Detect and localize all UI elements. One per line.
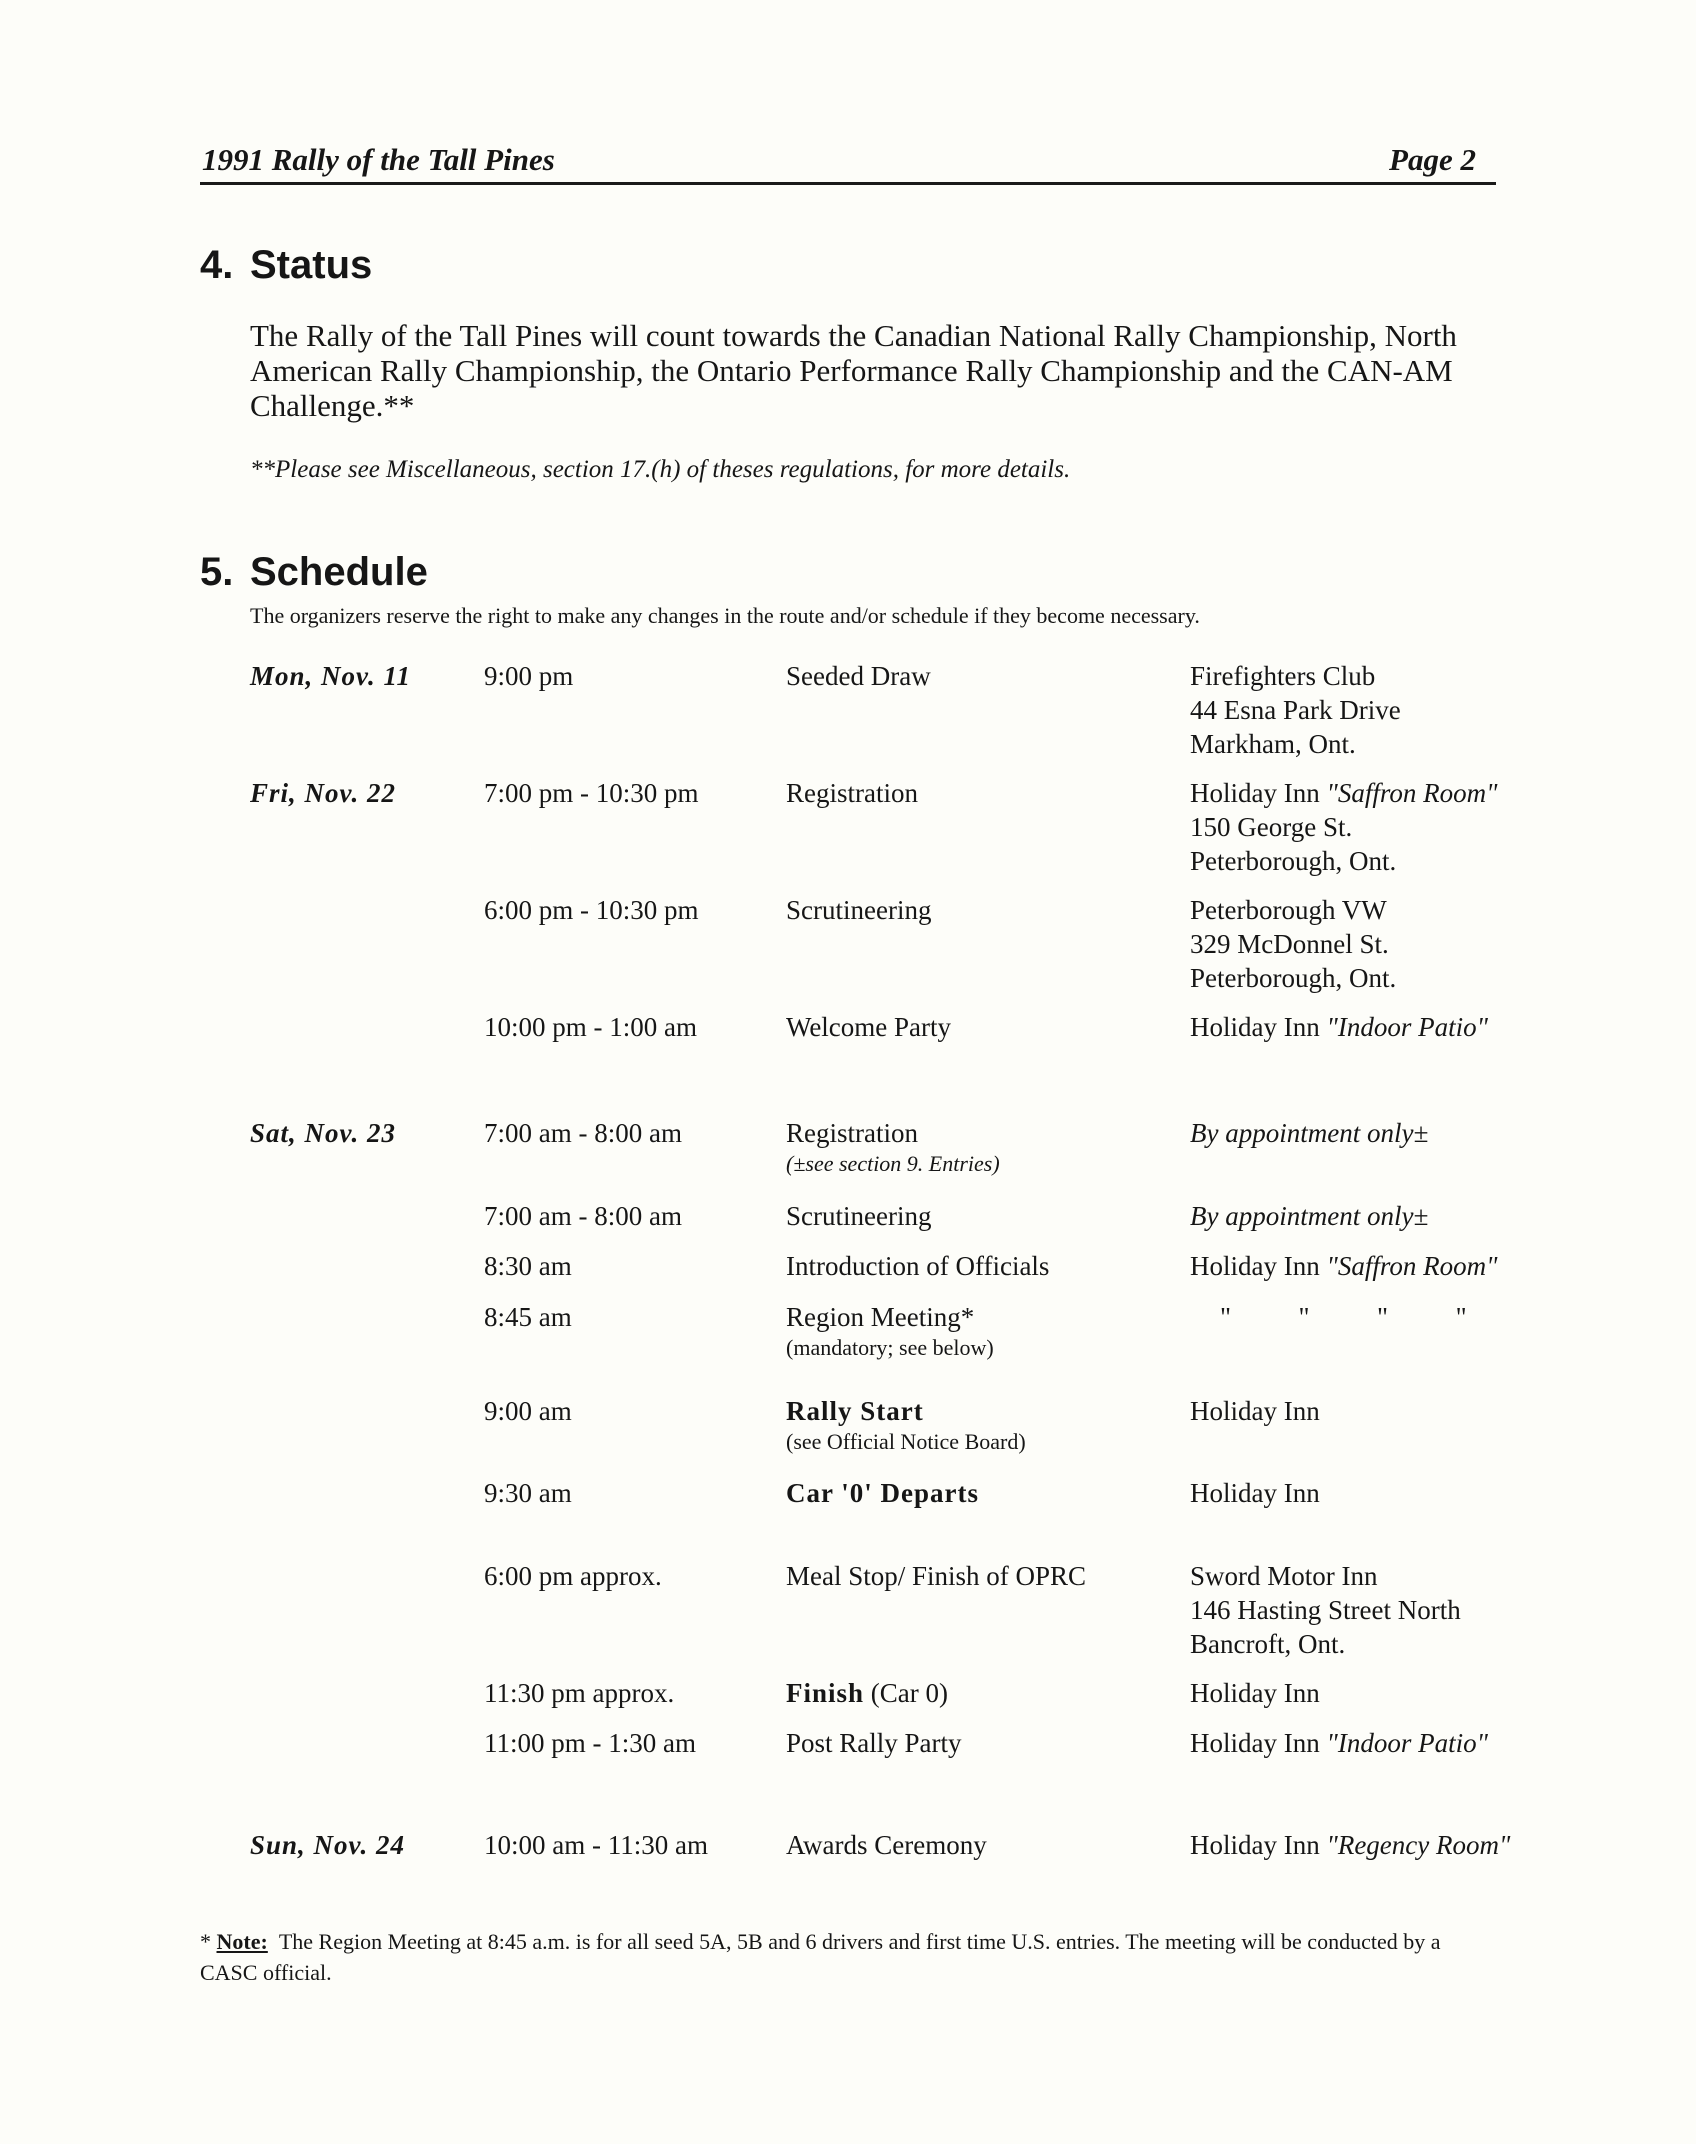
schedule-event: Meal Stop/ Finish of OPRC — [786, 1561, 1087, 1591]
schedule-event — [786, 1300, 994, 1362]
schedule-time: 11:00 pm - 1:30 am — [484, 1728, 696, 1758]
schedule-time: 7:00 am - 8:00 am — [484, 1118, 682, 1148]
schedule-event: Scrutineering — [786, 1201, 932, 1231]
schedule-venue — [1190, 1249, 1497, 1283]
schedule-time: 6:00 pm approx. — [484, 1561, 662, 1591]
venue-room: "Indoor Patio" — [1326, 1012, 1488, 1042]
schedule-event — [786, 1676, 948, 1710]
footnote — [200, 1926, 1500, 1988]
section-number: 4. — [200, 243, 234, 287]
schedule-event — [786, 1116, 1000, 1178]
schedule-day: Mon, Nov. 11 — [250, 661, 412, 691]
section-title: Status — [250, 243, 373, 287]
venue-line: 150 George St. — [1190, 812, 1353, 842]
venue-line: 329 McDonnel St. — [1190, 929, 1389, 959]
schedule-venue — [1190, 1010, 1488, 1044]
venue-room: "Saffron Room" — [1326, 778, 1498, 808]
schedule-disclaimer: The organizers reserve the right to make any changes in the route and/or schedule if they become necessary. — [250, 603, 1200, 628]
event-label: Region Meeting* — [786, 1302, 975, 1332]
schedule-venue — [1190, 659, 1401, 761]
schedule-event — [786, 1394, 1026, 1456]
schedule-time: 7:00 am - 8:00 am — [484, 1201, 682, 1231]
schedule-time: 6:00 pm - 10:30 pm — [484, 895, 699, 925]
venue-line: Peterborough VW — [1190, 895, 1387, 925]
schedule-event: Awards Ceremony — [786, 1830, 987, 1860]
schedule-event: Introduction of Officials — [786, 1251, 1050, 1281]
schedule-event: Registration — [786, 778, 918, 808]
schedule-day: Sat, Nov. 23 — [250, 1118, 396, 1148]
footnote-text: The Region Meeting at 8:45 a.m. is for all seed 5A, 5B and 6 drivers and first time U.S. entries. The meeting will be conducted by a CASC official. — [200, 1929, 1441, 1985]
venue-line: Peterborough, Ont. — [1190, 963, 1397, 993]
schedule-event: Welcome Party — [786, 1012, 952, 1042]
venue-name: Holiday Inn — [1190, 1251, 1327, 1281]
venue-line: 44 Esna Park Drive — [1190, 695, 1401, 725]
schedule-venue — [1190, 1559, 1461, 1661]
header-title: 1991 Rally of the Tall Pines — [202, 142, 555, 177]
event-subnote: (±see section 9. Entries) — [786, 1151, 1000, 1176]
event-subnote: (see Official Notice Board) — [786, 1429, 1026, 1454]
venue-line: Markham, Ont. — [1190, 729, 1356, 759]
section-heading-status — [200, 243, 372, 288]
footnote-label: Note: — [216, 1929, 268, 1954]
venue-name: Holiday Inn — [1190, 778, 1327, 808]
venue-name: Holiday Inn — [1190, 1728, 1327, 1758]
section-heading-schedule — [200, 550, 428, 595]
schedule-time: 9:30 am — [484, 1478, 572, 1508]
venue-line: 146 Hasting Street North — [1190, 1595, 1461, 1625]
schedule-event: Post Rally Party — [786, 1728, 962, 1758]
schedule-time: 10:00 pm - 1:00 am — [484, 1012, 697, 1042]
schedule-time: 9:00 am — [484, 1396, 572, 1426]
schedule-venue: By appointment only± — [1190, 1201, 1429, 1231]
schedule-venue: Holiday Inn — [1190, 1678, 1320, 1708]
venue-line: Sword Motor Inn — [1190, 1561, 1378, 1591]
venue-room: "Regency Room" — [1326, 1830, 1511, 1860]
schedule-venue — [1190, 893, 1396, 995]
schedule-event: Seeded Draw — [786, 661, 931, 691]
page-header — [200, 142, 1496, 185]
schedule-event: Car '0' Departs — [786, 1478, 979, 1508]
event-label: Registration — [786, 1118, 918, 1148]
event-label: Rally Start — [786, 1396, 924, 1426]
schedule-venue — [1190, 1828, 1510, 1862]
section-title: Schedule — [250, 550, 428, 594]
schedule-time: 8:45 am — [484, 1302, 572, 1332]
event-qualifier: (Car 0) — [864, 1678, 949, 1708]
section-number: 5. — [200, 550, 234, 594]
schedule-time: 9:00 pm — [484, 661, 574, 691]
status-footnote: **Please see Miscellaneous, section 17.(h) of theses regulations, for more details. — [250, 456, 1071, 483]
schedule-venue: Holiday Inn — [1190, 1396, 1320, 1426]
schedule-venue — [1190, 1726, 1488, 1760]
venue-line: Bancroft, Ont. — [1190, 1629, 1346, 1659]
header-page-number: Page 2 — [1389, 142, 1476, 177]
schedule-time: 8:30 am — [484, 1251, 572, 1281]
schedule-venue: Holiday Inn — [1190, 1478, 1320, 1508]
venue-line: Peterborough, Ont. — [1190, 846, 1397, 876]
footnote-marker: * — [200, 1929, 217, 1954]
schedule-venue-ditto: " " " " — [1220, 1302, 1467, 1332]
venue-name: Holiday Inn — [1190, 1830, 1327, 1860]
event-subnote: (mandatory; see below) — [786, 1335, 994, 1360]
venue-line: Firefighters Club — [1190, 661, 1376, 691]
schedule-time: 10:00 am - 11:30 am — [484, 1830, 708, 1860]
schedule-time: 11:30 pm approx. — [484, 1678, 675, 1708]
status-paragraph: The Rally of the Tall Pines will count towards the Canadian National Rally Championship, North American Rally Championship, the Ontario Performance Rally Championship and the CAN-AM Challenge.** — [250, 318, 1457, 423]
venue-room: "Indoor Patio" — [1326, 1728, 1488, 1758]
schedule-day: Sun, Nov. 24 — [250, 1830, 406, 1860]
event-label: Finish — [786, 1678, 865, 1708]
schedule-time: 7:00 pm - 10:30 pm — [484, 778, 699, 808]
schedule-venue — [1190, 776, 1497, 878]
schedule-day: Fri, Nov. 22 — [250, 778, 396, 808]
venue-name: Holiday Inn — [1190, 1012, 1327, 1042]
schedule-venue: By appointment only± — [1190, 1118, 1429, 1148]
schedule-event: Scrutineering — [786, 895, 932, 925]
venue-room: "Saffron Room" — [1326, 1251, 1498, 1281]
